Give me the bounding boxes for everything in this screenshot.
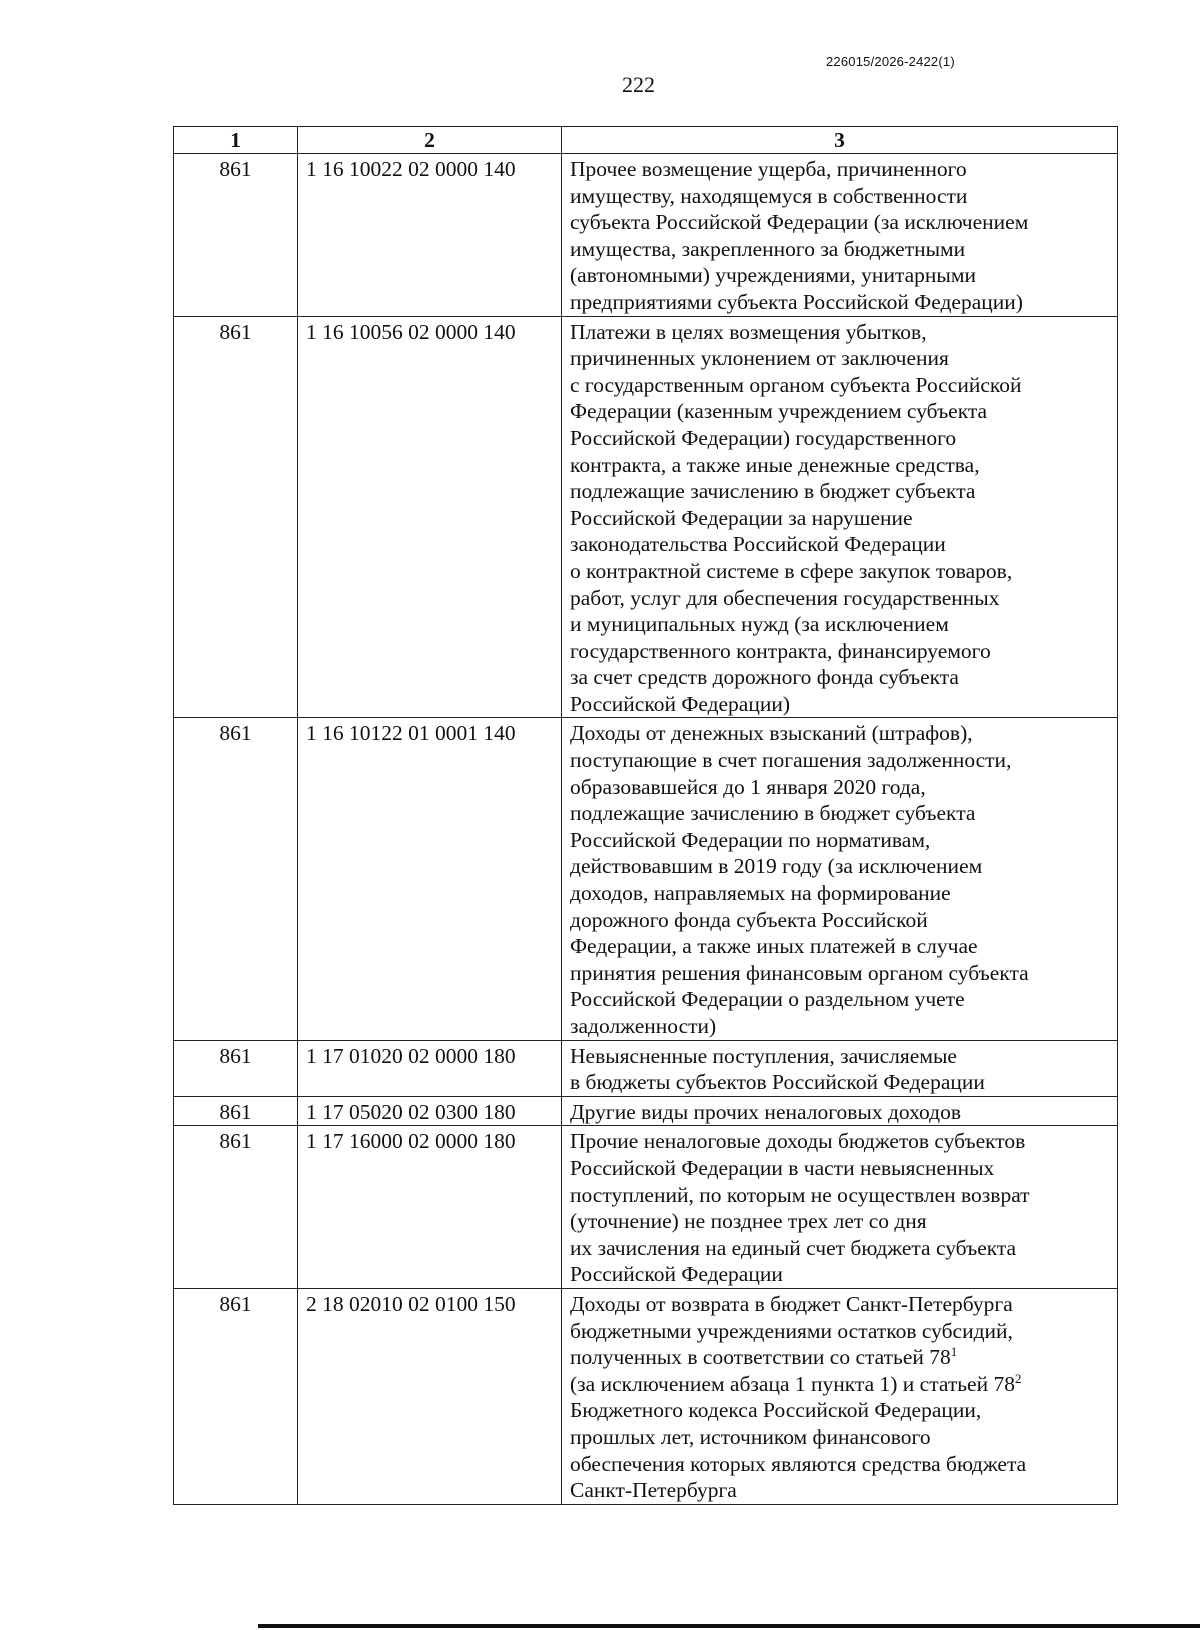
document-code: 226015/2026-2422(1)	[826, 54, 955, 69]
table-row	[174, 1040, 1118, 1096]
table-row	[174, 154, 1118, 317]
budget-classification-code-cell: 1 17 01020 02 0000 180	[298, 1040, 562, 1096]
description-line	[570, 1318, 1113, 1345]
description-line-text: предприятиями субъекта Российской Федерации)	[570, 289, 1023, 314]
description-line-text: Санкт-Петербурга	[570, 1478, 737, 1503]
budget-classification-code-cell: 1 17 05020 02 0300 180	[298, 1096, 562, 1126]
description-line-text: Российской Федерации) государственного	[570, 425, 957, 450]
description-line	[570, 1344, 1113, 1371]
description-line-text: Федерации, а также иных платежей в случае	[570, 934, 978, 959]
admin-code-cell: 861	[174, 1096, 298, 1126]
description-line	[570, 505, 1113, 532]
admin-code-cell: 861	[174, 1040, 298, 1096]
description-line-text: дорожного фонда субъекта Российской	[570, 907, 928, 932]
description-line-text: с государственным органом субъекта Российской	[570, 372, 1022, 397]
description-line	[570, 156, 1113, 183]
description-line-text: обеспечения которых являются средства бюджета	[570, 1451, 1027, 1476]
table-row	[174, 1126, 1118, 1289]
description-line	[570, 1397, 1113, 1424]
description-line-text: Невыясненные поступления, зачисляемые	[570, 1043, 957, 1068]
description-line-text: (за исключением абзаца 1 пункта 1) и статьей 78	[570, 1371, 1015, 1396]
description-line-text: Прочие неналоговые доходы бюджетов субъектов	[570, 1129, 1026, 1154]
description-line-text: их зачисления на единый счет бюджета субъекта	[570, 1235, 1017, 1260]
description-line-text: доходов, направляемых на формирование	[570, 881, 951, 906]
description-line	[570, 372, 1113, 399]
description-line	[570, 907, 1113, 934]
revenue-description-cell	[562, 1096, 1118, 1126]
description-line	[570, 800, 1113, 827]
description-line	[570, 853, 1113, 880]
description-line-text: принятия решения финансовым органом субъекта	[570, 960, 1029, 985]
budget-classification-code-cell: 1 17 16000 02 0000 180	[298, 1126, 562, 1289]
description-line	[570, 398, 1113, 425]
admin-code-cell: 861	[174, 1126, 298, 1289]
description-line-text: Другие виды прочих неналоговых доходов	[570, 1099, 962, 1124]
description-line-text: Российской Федерации за нарушение	[570, 505, 913, 530]
description-line	[570, 774, 1113, 801]
description-line	[570, 585, 1113, 612]
description-line	[570, 1043, 1113, 1070]
description-line-text: действовавшим в 2019 году (за исключением	[570, 854, 983, 879]
description-line-text: бюджетными учреждениями остатков субсидий,	[570, 1318, 1013, 1343]
description-line-text: Доходы от возврата в бюджет Санкт-Петербурга	[570, 1291, 1013, 1316]
description-line	[570, 960, 1113, 987]
description-line-text: Платежи в целях возмещения убытков,	[570, 319, 927, 344]
description-line	[570, 1155, 1113, 1182]
description-line-text: за счет средств дорожного фонда субъекта	[570, 665, 959, 690]
description-line	[570, 452, 1113, 479]
description-line	[570, 747, 1113, 774]
table-row	[174, 1288, 1118, 1504]
description-line	[570, 638, 1113, 665]
table-header-row	[174, 127, 1118, 154]
description-line	[570, 262, 1113, 289]
revenue-description-cell	[562, 718, 1118, 1040]
description-line-text: задолженности)	[570, 1014, 717, 1038]
description-line	[570, 827, 1113, 854]
description-line-text: и муниципальных нужд (за исключением	[570, 612, 949, 637]
description-line	[570, 1069, 1113, 1096]
column-header-3: 3	[562, 127, 1118, 154]
description-line	[570, 345, 1113, 372]
revenue-codes-table-container	[173, 126, 1117, 1505]
description-line-text: имуществу, находящемуся в собственности	[570, 183, 968, 208]
description-line-text: (уточнение) не позднее трех лет со дня	[570, 1209, 927, 1234]
description-line-text: поступающие в счет погашения задолженности,	[570, 748, 1012, 773]
description-line	[570, 933, 1113, 960]
page-bottom-rule	[258, 1624, 1200, 1628]
description-line	[570, 986, 1113, 1013]
description-line	[570, 1128, 1113, 1155]
description-line	[570, 478, 1113, 505]
description-line-text: в бюджеты субъектов Российской Федерации	[570, 1070, 985, 1095]
description-line-text: о контрактной системе в сфере закупок товаров,	[570, 558, 1013, 583]
budget-classification-code-cell: 1 16 10022 02 0000 140	[298, 154, 562, 317]
description-line	[570, 720, 1113, 747]
description-line	[570, 1099, 1113, 1126]
description-line	[570, 1182, 1113, 1209]
description-line-text: Прочее возмещение ущерба, причиненного	[570, 157, 967, 181]
description-line-text: Российской Федерации о раздельном учете	[570, 987, 965, 1012]
revenue-codes-table	[173, 126, 1118, 1505]
description-line	[570, 880, 1113, 907]
description-line	[570, 183, 1113, 210]
table-row	[174, 1096, 1118, 1126]
admin-code-cell: 861	[174, 1288, 298, 1504]
description-line-text: (автономными) учреждениями, унитарными	[570, 263, 976, 288]
description-line-text: поступлений, по которым не осуществлен возврат	[570, 1182, 1030, 1207]
admin-code-cell: 861	[174, 154, 298, 317]
description-line	[570, 1261, 1113, 1288]
description-line-text: Российской Федерации)	[570, 691, 791, 716]
description-line-text: Федерации (казенным учреждением субъекта	[570, 399, 988, 424]
description-line	[570, 611, 1113, 638]
description-line-text: работ, услуг для обеспечения государственных	[570, 585, 1000, 610]
description-line-text: подлежащие зачислению в бюджет субъекта	[570, 801, 976, 826]
description-line-text: имущества, закрепленного за бюджетными	[570, 236, 966, 261]
description-line	[570, 236, 1113, 263]
revenue-description-cell	[562, 1126, 1118, 1289]
description-line-text: субъекта Российской Федерации (за исключением	[570, 210, 1029, 235]
revenue-description-cell	[562, 316, 1118, 718]
description-line	[570, 1371, 1113, 1398]
description-line-text: контракта, а также иные денежные средства,	[570, 452, 980, 477]
description-line	[570, 691, 1113, 718]
description-line-text: Российской Федерации в части невыясненных	[570, 1155, 995, 1180]
page-number: 222	[622, 72, 655, 97]
description-line-text: Российской Федерации по нормативам,	[570, 827, 931, 852]
description-line-text: образовавшейся до 1 января 2020 года,	[570, 774, 926, 799]
description-line	[570, 1477, 1113, 1504]
description-line-text: законодательства Российской Федерации	[570, 532, 946, 557]
description-line	[570, 209, 1113, 236]
description-line	[570, 1424, 1113, 1451]
table-body	[174, 154, 1118, 1505]
description-line-text: подлежащие зачислению в бюджет субъекта	[570, 479, 976, 504]
description-line-text: государственного контракта, финансируемого	[570, 638, 991, 663]
description-line-text: причиненных уклонением от заключения	[570, 346, 949, 371]
admin-code-cell: 861	[174, 718, 298, 1040]
revenue-description-cell	[562, 1040, 1118, 1096]
revenue-description-cell	[562, 154, 1118, 317]
article-superscript: 2	[1014, 1370, 1022, 1386]
column-header-2: 2	[298, 127, 562, 154]
description-line	[570, 531, 1113, 558]
description-line	[570, 425, 1113, 452]
description-line	[570, 664, 1113, 691]
description-line	[570, 558, 1113, 585]
description-line	[570, 1451, 1113, 1478]
description-line	[570, 1235, 1113, 1262]
description-line-text: Бюджетного кодекса Российской Федерации,	[570, 1398, 982, 1423]
description-line-text: Доходы от денежных взысканий (штрафов),	[570, 721, 973, 746]
description-line-text: полученных в соответствии со статьей 78	[570, 1345, 951, 1370]
revenue-description-cell	[562, 1288, 1118, 1504]
description-line	[570, 1208, 1113, 1235]
column-header-1: 1	[174, 127, 298, 154]
description-line	[570, 1013, 1113, 1040]
description-line	[570, 1291, 1113, 1318]
article-superscript: 1	[950, 1344, 958, 1360]
admin-code-cell: 861	[174, 316, 298, 718]
table-row	[174, 316, 1118, 718]
description-line-text: прошлых лет, источником финансового	[570, 1424, 931, 1449]
table-row	[174, 718, 1118, 1040]
description-line-text: Российской Федерации	[570, 1262, 783, 1287]
budget-classification-code-cell: 1 16 10056 02 0000 140	[298, 316, 562, 718]
budget-classification-code-cell: 1 16 10122 01 0001 140	[298, 718, 562, 1040]
budget-classification-code-cell: 2 18 02010 02 0100 150	[298, 1288, 562, 1504]
description-line	[570, 319, 1113, 346]
description-line	[570, 289, 1113, 316]
